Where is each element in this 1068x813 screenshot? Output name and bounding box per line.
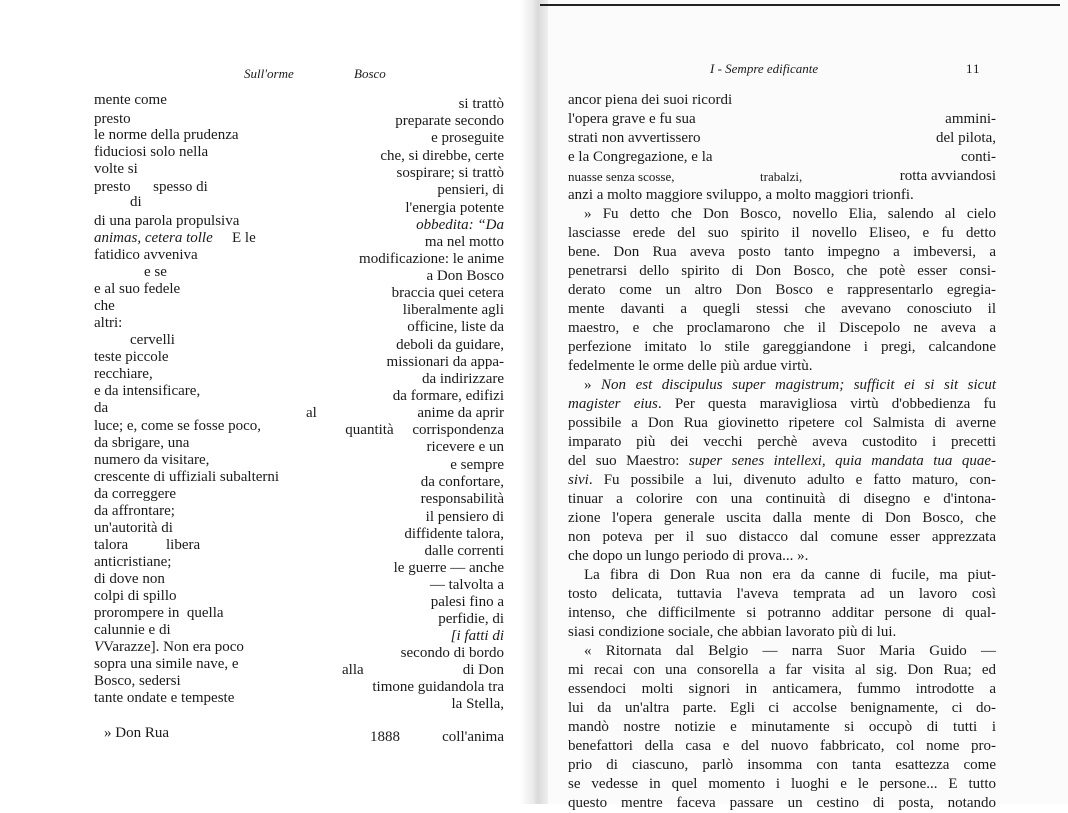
text-line: dalle correnti [424,543,504,559]
text-line: sivi. Fu possibile a lui, divenuto adulto e fatto maturo, con- [568,472,996,488]
text-line: che dopo un lungo periodo di prova... ». [568,548,809,564]
text-line: crescente di uffiziali subalterni [94,469,280,485]
text-line: pensieri, di [437,182,504,198]
text-line: quantità corrispondenza [345,422,504,438]
text-line: tante ondate e tempeste [94,690,235,706]
text-line: mente come [94,92,167,108]
text-line: fatidico avveniva [94,247,198,263]
text-line: lasciasse erede del suo spirito il novello Eliseo, e fu detto [568,225,996,241]
text-line: alla [342,662,364,678]
text-line: anime da aprir [417,405,504,421]
text-line: da [94,400,109,416]
text-line: timone guidandola tra [372,679,504,695]
text-line: diffidente talora, [404,526,504,542]
text-line: da correggere [94,486,177,502]
text-line: modificazione: le anime [359,251,504,267]
text-line: penetrarsi dello spirito di Don Bosco, che potè esser consi- [568,263,996,279]
text-line: perfidie, di [438,611,504,627]
text-line: benefattori della casa e del nuovo fabbricato, col nome pro- [568,738,996,754]
text-line: le norme della prudenza [94,127,239,143]
page-number: 11 [966,61,981,76]
text-line: possibile a Don Rua giovinetto ripetere col Salmista di averne [568,415,996,431]
text-line: perfezione imitato lo stile gareggiandone i pregi, calcandone [568,339,996,355]
text-line: e proseguite [431,130,504,146]
text-line: volte si [94,161,138,177]
text-line: e se [144,264,167,280]
text-line: maestro, e che proclamarono che il Discepolo ne aveva a [568,320,996,336]
text-line: E le [232,230,256,246]
text-line: che, si direbbe, certe [380,148,504,164]
text-line: sopra una simile nave, e [94,656,239,672]
text-line: tosto delicata, tuttavia l'aveva temprata ad un lavoro così [568,586,996,602]
text-line: mandò nostre notizie e minutamente si occupò di tutti i [568,719,996,735]
text-line: e al suo fedele [94,281,181,297]
text-line: derato come un altro Don Bosco e rappresentarlo egregia- [568,282,996,298]
text-line: a Don Bosco [426,268,504,284]
text-line: ma nel motto [424,234,504,250]
text-line: luce; e, come se fosse poco, [94,418,262,434]
text-line: la Stella, [451,696,504,712]
text-line: se vedesse in quel momento i luoghi e le persone... E tutto [568,776,996,792]
text-line: di Don [462,662,504,678]
text-line: anticristiane; [94,554,172,570]
text-line: le guerre — anche [393,560,504,576]
text-line: mente davanti a quegli stessi che avevano conosciuto il [568,301,996,317]
text-line: l'energia potente [405,200,504,216]
text-line: di [130,194,142,210]
text-line: un'autorità di [94,520,173,536]
page-top-edge [540,4,1060,6]
text-line: officine, liste da [407,319,504,335]
text-line: talora [94,537,129,553]
text-line: recchiare, [94,366,153,382]
text-line: palesi fino a [430,594,504,610]
text-line: animas, cetera tolle [94,230,213,246]
text-line: » Non est discipulus super magistrum; sufficit ei si sit sicut [584,377,997,393]
text-line: obbedita: “Da [416,217,504,233]
text-line: [i fatti di [450,628,504,644]
text-line: calunnie e di [94,622,171,638]
text-line: da confortare, [420,474,504,490]
text-line: del suo Maestro: super senes intellexi, quia mandata tua quae- [568,453,997,469]
text-line: zione l'opera generale uscita dalla mente di Don Bosco, che [568,510,996,526]
text-line: prio di ciascuno, parlò insomma con tanta esattezza come [568,757,996,773]
text-line: mi recai con una consorella a far visita al sig. Don Rua; ed [568,662,996,678]
running-header-left: Sull'orme [244,66,294,81]
text-line: La fibra di Don Rua non era da canne di fucile, ma piut- [584,567,996,583]
text-line: cervelli [130,332,175,348]
text-line: al [306,405,317,421]
text-line: da indirizzare [421,371,504,387]
text-line: secondo di bordo [400,645,504,661]
text-line: » Don Rua [104,725,169,741]
text-line: essendoci molti signori in anticamera, fummo introdotte a [568,681,996,697]
text-line: siasi condizione sociale, che abbian lavorato più di lui. [568,624,897,640]
text-line: presto [94,111,131,127]
text-line: non poteva per il suo distacco dal comune esser apprezzata [568,529,996,545]
text-line: missionari da appa- [386,354,504,370]
text-line: deboli da guidare, [396,337,504,353]
text-line: si trattò [458,96,504,112]
text-line: questo mentre faceva passare un cestino di posta, notando [568,795,996,811]
text-line: fedelmente le orme delle più ardue virtù. [568,358,813,374]
text-line: numero da visitare, [94,452,210,468]
text-line: tinuar a colorire con una continuità di disegno e d'intona- [568,491,996,507]
text-line: e da intensificare, [94,383,201,399]
text-line: imparato più dei vecchi perchè aveva custodito i precetti [568,434,996,450]
text-line: e la Congregazione, e la conti- [568,149,996,165]
book-gutter-shadow [520,0,550,804]
text-line: 1888 [370,729,400,745]
text-line: strati non avvertissero del pilota, [568,130,996,146]
text-line: » Fu detto che Don Bosco, novello Elia, salendo al cielo [584,206,996,222]
text-line: fiduciosi solo nella [94,144,209,160]
text-line: ricevere e un [426,439,504,455]
text-line: braccia quei cetera [391,285,504,301]
text-line: di dove non [94,571,165,587]
body-text [568,91,996,813]
text-line: Bosco, sedersi [94,673,181,689]
text-line: nuasse senza scosse, trabalzi, rotta avviandosi [568,168,996,184]
running-header-left-2: Bosco [354,66,386,81]
text-line: da sbrigare, una [94,435,190,451]
text-line: il pensiero di [425,509,504,525]
text-line: presto spesso di [94,179,208,195]
text-line-rest: Varazze]. Non era poco [103,639,244,655]
running-header-right: I - Sempre edificante [710,61,819,76]
text-line: VVarazze]. Non era poco [94,639,244,655]
text-line: lui da un'altra parte. Egli ci accolse benignamente, ci do- [568,700,996,716]
text-line: coll'anima [442,729,504,745]
text-line: « Ritornata dal Belgio — narra Suor Maria Guido — [584,643,996,659]
text-line: sospirare; si trattò [396,165,504,181]
text-line: intenso, che difficilmente si potranno additar persone di qual- [568,605,996,621]
text-line: l'opera grave e fu sua ammini- [568,111,996,127]
text-line: — talvolta a [429,577,504,593]
text-line: bene. Don Rua aveva posto tanto impegno a imbeversi, a [568,244,996,260]
text-line: che [94,298,115,314]
text-line: liberalmente agli [402,302,504,318]
text-line: anzi a molto maggiore sviluppo, a molto maggiori trionfi. [568,187,914,203]
text-line: ancor piena dei suoi ricordi [568,92,733,108]
text-line: colpi di spillo [94,588,177,604]
text-line: magister eius. Per questa maravigliosa virtù d'obbedienza fu [568,396,996,412]
text-line: libera [166,537,201,553]
text-line: e sempre [450,457,504,473]
text-line: da formare, edifizi [392,388,504,404]
text-line: altri: [94,315,123,331]
text-line: teste piccole [94,349,169,365]
text-line: responsabilità [420,491,504,507]
text-line: di una parola propulsiva [94,213,240,229]
text-line: prorompere in quella [94,605,224,621]
text-line: da affrontare; [94,503,175,519]
text-line: preparate secondo [395,113,504,129]
